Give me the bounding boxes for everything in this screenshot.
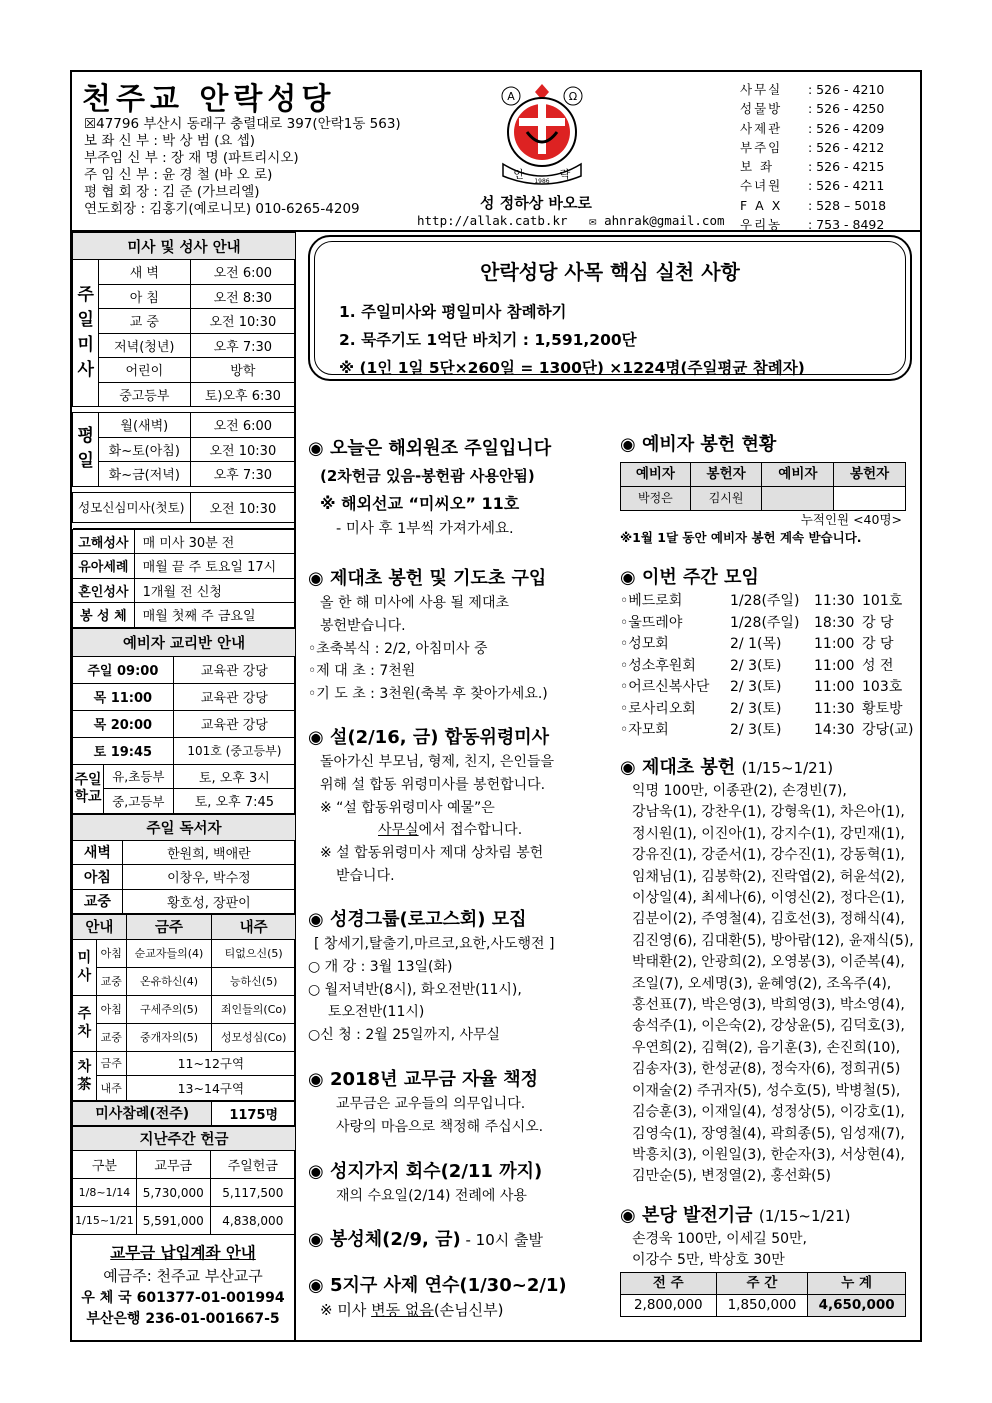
notice-line: 받습니다.: [336, 867, 395, 884]
offering-dues: 5,591,000: [136, 1207, 210, 1235]
notice-heading: ◉ 설(2/16, 금) 합동위령미사: [308, 727, 550, 748]
email-link[interactable]: ✉ ahnrak@gmail.com: [589, 213, 725, 228]
meeting-name: ◦성소후원회: [620, 657, 696, 674]
phone-label: F A X: [740, 197, 783, 213]
phone-number: : 526 - 4212: [808, 139, 885, 155]
sacrament-desc: 매월 첫째 주 금요일: [134, 603, 295, 628]
sunday-school-text: 주일학교: [74, 771, 102, 805]
meeting-place: 성 전: [862, 657, 894, 674]
mass-time: 오전 8:30: [190, 284, 295, 309]
heart-mass-time: 오전 10:30: [190, 492, 295, 522]
readers-title: 주일 독서자: [73, 814, 296, 840]
phone-row: [740, 138, 886, 157]
class-day: 목 20:00: [73, 710, 174, 737]
phone-row: [740, 157, 886, 176]
guide-this: 온유하신(4): [126, 967, 212, 995]
guide-slot: 교중: [96, 967, 126, 995]
meeting-row: [620, 699, 914, 721]
offering-sunday: 4,838,000: [210, 1207, 295, 1235]
reader-names: 이창우, 박수정: [122, 865, 295, 890]
phone-label: 사제관: [740, 120, 783, 136]
mass-name: 저녁(청년): [98, 333, 190, 358]
guide-header: 금주: [126, 915, 212, 940]
meeting-name: ◦성모회: [620, 636, 669, 652]
offering-title: 지난주간 헌금: [73, 1127, 296, 1151]
tea-text: 차茶: [77, 1058, 92, 1093]
notice-line: ◦기 도 초 : 3천원(축복 후 찾아가세요.): [308, 686, 548, 703]
guide-mass-text: 미사: [77, 950, 92, 984]
notice-line: 위해 설 합동 위령미사를 봉헌합니다.: [320, 776, 546, 793]
phone-label: 우리농: [740, 217, 783, 233]
communion-time: - 10시 출발: [460, 1231, 543, 1249]
phone-number: : 526 - 4210: [808, 82, 885, 97]
mass-time: 오후 7:30: [190, 333, 295, 358]
sponsor-table: [620, 462, 906, 511]
account-title: 교무금 납입계좌 안내: [110, 1244, 256, 1262]
notice-line: [ 창세기,탈출기,마르코,요한,사도행전 ]: [314, 936, 555, 952]
fund-heading: [620, 1203, 906, 1229]
communion-heading: ◉ 봉성체(2/9, 금): [308, 1229, 461, 1250]
offering-header: 교무금: [136, 1151, 210, 1179]
meeting-place: 강 당: [862, 636, 894, 652]
fund-col: 누 계: [808, 1273, 906, 1295]
meetings-section: [620, 565, 914, 742]
sacrament-name: 고해성사: [73, 529, 135, 554]
phone-row: [740, 80, 886, 99]
donor-line: 이상일(4), 최세나(6), 이영신(2), 정다은(1),: [632, 890, 905, 907]
donor-line: 김승훈(3), 이재일(4), 성정상(5), 이강호(1),: [632, 1104, 905, 1121]
meeting-time: 11:30: [814, 700, 855, 717]
guide-next: 능하신(5): [212, 967, 296, 995]
phone-row: [740, 176, 886, 195]
donor-line: 김송자(3), 한성균(8), 정숙자(6), 정희귀(5): [632, 1061, 901, 1078]
meeting-row: [620, 591, 914, 613]
mass-time: 방학: [190, 358, 295, 383]
meeting-name: ◦울뜨레야: [620, 614, 683, 631]
class-place: 101호 (중고등부): [173, 737, 295, 764]
notice-line: [308, 819, 554, 842]
guide-this: 순교자들의(4): [126, 939, 212, 967]
donor-line: 임채님(1), 김봉학(2), 진락엽(2), 허윤석(2),: [632, 868, 905, 885]
meeting-time: 11:30: [814, 593, 855, 609]
sponsor-cell: [762, 486, 834, 510]
notice-line: 토오전반(11시): [328, 1004, 425, 1021]
donor-line: 홍선표(7), 박은영(3), 박희영(3), 박소영(4),: [632, 997, 905, 1014]
meeting-time: 18:30: [814, 614, 855, 631]
logo-omega: Ω: [568, 90, 578, 103]
candle-donors-section: [620, 755, 914, 1188]
reader-names: 황호성, 장판이: [122, 889, 295, 914]
meeting-place: 황토방: [862, 700, 903, 717]
mass-name: 어린이: [98, 358, 190, 383]
mass-name: 월(새벽): [98, 413, 190, 438]
sponsor-col: 봉헌자: [834, 463, 906, 487]
phone-label: 사무실: [740, 82, 783, 97]
sponsor-section: [620, 432, 906, 547]
phone-row: [740, 196, 886, 215]
guide-slot: 교중: [96, 1023, 126, 1051]
staff-line: 평 협 회 장 : 김 준 (가브리엘): [84, 184, 260, 200]
donor-line: 김영숙(1), 장영철(4), 곽희종(5), 임성재(7),: [632, 1125, 905, 1142]
readers-table: [72, 814, 296, 915]
key-practice-inner: [314, 241, 906, 375]
phone-number: : 526 - 4211: [808, 178, 885, 194]
notice-line: [308, 797, 554, 820]
key-practice-line: ※ (1인 1일 5단×260일 = 1300단) ×1224명(주일평균 참례자): [339, 359, 805, 377]
notice-line: 교무금은 교우들의 의무입니다.: [336, 1096, 526, 1112]
phone-number: : 753 - 8492: [808, 217, 885, 233]
fund-value: 1,850,000: [716, 1295, 808, 1317]
meeting-place: 강당(교): [862, 722, 914, 738]
memorial-offering-text: ※ “설 합동위령미사 예물”은: [320, 799, 495, 816]
mass-time: 오전 10:30: [190, 437, 295, 462]
reader-mass: 아침: [73, 865, 123, 890]
offering-period: 1/8~1/14: [73, 1179, 137, 1207]
tea-slot: 금주: [96, 1051, 126, 1076]
phone-row: [740, 99, 886, 118]
website-link[interactable]: http://allak.catb.kr: [417, 213, 568, 228]
guide-header: 내주: [212, 915, 296, 940]
notice-line: 올 한 해 미사에 사용 될 제대초: [320, 595, 509, 611]
guide-slot: 아침: [96, 995, 126, 1023]
logo-text-left: 안: [513, 168, 525, 181]
weekday-mass-label: [73, 413, 99, 487]
guide-slot: 아침: [96, 939, 126, 967]
fund-heading-text: ◉ 본당 발전기금: [620, 1205, 753, 1226]
mass-name: 화~토(아침): [98, 437, 190, 462]
account-line: 우 체 국 601377-01-001994: [81, 1290, 285, 1306]
phone-row: [740, 215, 886, 234]
logo-year: 1986: [534, 178, 550, 185]
notice-line: ◦초축복식 : 2/2, 아침미사 중: [308, 640, 488, 657]
header: [72, 72, 920, 232]
notice-communion: [308, 1227, 543, 1253]
bulletin-page: [70, 70, 922, 1342]
notice-line: ○ 월저녁반(8시), 화오전반(11시),: [308, 981, 522, 998]
contact-links: [417, 213, 725, 228]
retreat-prefix: ※ 미사: [320, 1301, 372, 1319]
notice-line: - 미사 후 1부씩 가져가세요.: [336, 521, 514, 537]
guide-next: 성모성심(Co): [212, 1023, 296, 1051]
meeting-date: 2/ 3(토): [730, 657, 782, 674]
fund-total: 4,650,000: [808, 1295, 906, 1317]
sunday-mass-label: [73, 260, 99, 407]
donor-line: 김만순(5), 변정열(2), 홍선화(5): [632, 1168, 832, 1185]
notice-heading: ◉ 성경그룹(로고스회) 모집: [308, 909, 527, 930]
meeting-time: 14:30: [814, 722, 855, 738]
phone-row: [740, 119, 886, 138]
reader-mass: 교중: [73, 889, 123, 914]
sacrament-desc: 매월 끝 주 토요일 17시: [134, 554, 295, 579]
meeting-date: 2/ 3(토): [730, 722, 782, 738]
logo-text-right: 락: [559, 168, 571, 181]
meeting-place: 101호: [862, 593, 903, 609]
offering-header: 구분: [73, 1151, 137, 1179]
notice-heading: [308, 1227, 543, 1253]
donor-line: 정시원(1), 이진아(1), 강지수(1), 강민재(1),: [632, 825, 905, 842]
staff-line: 주 임 신 부 : 윤 경 철 (바 오 로): [84, 167, 273, 183]
notice-line-tail: 에서 접수합니다.: [418, 822, 523, 839]
fund-line: 이강수 5만, 박상호 30만: [632, 1252, 785, 1268]
notice-heading: ◉ 오늘은 해외원조 주일입니다: [308, 438, 552, 459]
account-line: 부산은행 236-01-001667-5: [86, 1311, 280, 1327]
offering-table: [72, 1126, 296, 1235]
donor-line: 이재술(2) 주귀자(5), 성수호(5), 박병철(5),: [632, 1082, 901, 1099]
tea-slot: 내주: [96, 1076, 126, 1101]
class-place: 교육관 강당: [173, 710, 295, 737]
fund-col: 전 주: [621, 1273, 717, 1295]
office-link: 사무실: [378, 822, 419, 839]
meeting-name: ◦자모회: [620, 722, 669, 738]
tea-label: [73, 1051, 97, 1100]
sponsor-cell: [834, 486, 906, 510]
candle-period: (1/15~1/21): [741, 759, 834, 777]
notice-line: ※ 해외선교 “미씨오” 11호: [320, 494, 520, 513]
mass-name: 중고등부: [98, 382, 190, 407]
candle-heading-text: ◉ 제대초 봉헌: [620, 757, 736, 778]
phone-number: : 526 - 4215: [808, 159, 885, 175]
guide-mass-label: [73, 939, 97, 995]
sacrament-name: 유아세례: [73, 554, 135, 579]
donor-line: 김진영(6), 김대환(5), 방아람(12), 윤재식(5),: [632, 932, 914, 949]
school-time: 토, 오후 3시: [173, 764, 295, 789]
notice-candles: [308, 566, 548, 706]
offering-dues: 5,730,000: [136, 1179, 210, 1207]
mass-time: 오전 10:30: [190, 309, 295, 334]
mass-name: 새 벽: [98, 260, 190, 285]
fund-col: 주 간: [716, 1273, 808, 1295]
donor-line: 송석주(1), 이은숙(2), 강상윤(5), 김덕호(3),: [632, 1018, 905, 1035]
notice-line: ○ 개 강 : 3월 13일(화): [308, 958, 453, 975]
class-place: 교육관 강당: [173, 656, 295, 683]
phone-label: 성물방: [740, 101, 783, 117]
sunday-label-text: 주일미사: [77, 285, 94, 380]
sponsor-heading: ◉ 예비자 봉헌 현황: [620, 434, 777, 455]
guide-this: 중개자의(5): [126, 1023, 212, 1051]
notice-dues: [308, 1067, 543, 1139]
notice-line: (2차헌금 있음-봉헌괌 사용안됨): [320, 467, 535, 485]
guide-next: 죄인들의(Co): [212, 995, 296, 1023]
phone-number: : 526 - 4250: [808, 101, 885, 117]
meeting-date: 1/28(주일): [730, 593, 800, 609]
meeting-date: 2/ 3(토): [730, 700, 782, 717]
sponsor-col: 봉헌자: [690, 463, 762, 487]
class-day: 주일 09:00: [73, 656, 174, 683]
notice-retreat: [308, 1273, 567, 1322]
meeting-name: ◦베드로회: [620, 593, 683, 609]
attendance-table: [72, 1101, 296, 1127]
notice-memorial-mass: [308, 725, 554, 888]
offering-sunday: 5,117,500: [210, 1179, 295, 1207]
notice-heading: ◉ 2018년 교무금 자율 책정: [308, 1069, 538, 1090]
school-time: 토, 오후 7:45: [173, 789, 295, 814]
sponsor-cell: 김시원: [690, 486, 762, 510]
staff-line: 보 좌 신 부 : 박 상 범 (요 셉): [84, 133, 256, 149]
weekday-label-text: 평일: [77, 426, 94, 472]
notice-overseas: [308, 436, 551, 541]
left-sidebar: [72, 232, 296, 1342]
sponsor-col: 예비자: [762, 463, 834, 487]
retreat-change: 변동 없음: [371, 1301, 434, 1319]
meeting-row: [620, 634, 914, 656]
meeting-time: 11:00: [814, 636, 855, 652]
mass-time: 오전 6:00: [190, 413, 295, 438]
meeting-time: 11:00: [814, 657, 855, 674]
key-practice-line: 1. 주일미사와 평일미사 참례하기: [339, 303, 567, 321]
donor-line: 박태환(2), 안광희(2), 오영봉(3), 이준복(4),: [632, 954, 905, 971]
meeting-place: 강 당: [862, 614, 894, 631]
school-grade: 유,초등부: [104, 764, 174, 789]
donor-line: 박흥치(3), 이원일(3), 한순자(3), 서상현(4),: [632, 1146, 905, 1163]
notice-line: 재의 수요일(2/14) 전례에 사용: [336, 1188, 527, 1204]
attendance-label: 미사참례(전주): [73, 1101, 212, 1126]
mass-time: 토)오후 6:30: [190, 382, 295, 407]
sacrament-name: 봉 성 체: [73, 603, 135, 628]
meeting-name: ◦로사리오회: [620, 700, 696, 717]
meeting-row: [620, 720, 914, 742]
donor-line: 강남욱(1), 강찬우(1), 강형욱(1), 차은아(1),: [632, 804, 905, 821]
sponsor-cell: 박정은: [621, 486, 691, 510]
guide-header: 안내: [73, 915, 127, 940]
notice-bible-group: [308, 907, 554, 1047]
mass-schedule-table: [72, 232, 296, 529]
staff-line: 부주임 신 부 : 장 재 명 (파트리시오): [84, 150, 299, 166]
offering-period: 1/15~1/21: [73, 1207, 137, 1235]
attendance-value: 1175명: [212, 1101, 296, 1126]
offering-header: 주일헌금: [210, 1151, 295, 1179]
phone-label: 보 좌: [740, 159, 775, 175]
tea-area: 13~14구역: [126, 1076, 295, 1101]
mass-name: 아 침: [98, 284, 190, 309]
notice-line: ◦제 대 초 : 7천원: [308, 663, 416, 680]
account-box: [72, 1235, 294, 1330]
donor-line: 조일(7), 오세명(3), 윤혜영(2), 조옥주(4),: [632, 975, 892, 992]
donor-line: 강유진(1), 강준서(1), 강수진(1), 강동혁(1),: [632, 847, 905, 864]
guide-this: 구세주의(5): [126, 995, 212, 1023]
sunday-school-label: [73, 764, 104, 813]
meeting-place: 103호: [862, 679, 903, 695]
patron-saint: 성 정하상 바오로: [480, 194, 592, 212]
sponsor-note: ※1월 1달 동안 예비자 봉헌 계속 받습니다.: [620, 529, 862, 545]
meeting-date: 2/ 3(토): [730, 679, 782, 695]
phone-directory: [740, 80, 886, 234]
meeting-row: [620, 613, 914, 635]
notice-line: ○신 청 : 2월 25일까지, 사무실: [308, 1027, 501, 1044]
school-grade: 중,고등부: [104, 789, 174, 814]
key-practice-line: 2. 묵주기도 1억단 바치기 : 1,591,200단: [339, 331, 637, 349]
guide-table: [72, 914, 296, 1101]
staff-line: 연도회장 : 김홍기(예로니모) 010-6265-4209: [84, 201, 360, 217]
fund-line: 손경욱 100만, 이세길 50만,: [632, 1231, 807, 1247]
sponsor-total: 누적인원 <40명>: [800, 511, 902, 527]
parish-title: 천주교 안락성당: [82, 82, 336, 117]
meeting-row: [620, 656, 914, 678]
notice-heading: ◉ 제대초 봉헌 및 기도초 구입: [308, 568, 547, 589]
sacrament-desc: 매 미사 30분 전: [134, 529, 295, 554]
sacrament-desc: 1개월 전 신청: [134, 578, 295, 603]
class-day: 목 11:00: [73, 683, 174, 710]
notice-palm: [308, 1159, 542, 1208]
guide-park-text: 주차: [77, 1006, 92, 1040]
donor-line: 익명 100만, 이종관(2), 손경빈(7),: [632, 783, 847, 799]
address: ☒47796 부산시 동래구 충렬대로 397(안락1동 563): [84, 116, 401, 132]
meeting-time: 11:00: [814, 679, 855, 695]
meetings-heading: ◉ 이번 주간 모임: [620, 567, 759, 588]
class-day: 토 19:45: [73, 737, 174, 764]
reader-mass: 새벽: [73, 840, 123, 865]
notice-line: 돌아가신 부모님, 형제, 친지, 은인들을: [320, 754, 555, 770]
fund-period: (1/15~1/21): [758, 1207, 851, 1225]
fund-table: [620, 1272, 906, 1317]
candle-heading: [620, 755, 914, 781]
phone-label: 부주임: [740, 139, 783, 155]
guide-park-label: [73, 995, 97, 1051]
notice-line: 봉헌받습니다.: [320, 617, 406, 634]
mass-schedule-title: 미사 및 성사 안내: [73, 233, 296, 260]
key-practice-box: [308, 235, 912, 381]
tea-area: 11~12구역: [126, 1051, 295, 1076]
meeting-date: 1/28(주일): [730, 614, 800, 631]
parish-logo: [497, 80, 587, 190]
guide-next: 티없으신(5): [212, 939, 296, 967]
phone-label: 수녀원: [740, 178, 783, 194]
key-practice-title: 안락성당 사목 핵심 실천 사항: [480, 260, 740, 284]
class-place: 교육관 강당: [173, 683, 295, 710]
sacraments-table: [72, 529, 296, 628]
notice-heading: ◉ 5지구 사제 연수(1/30~2/1): [308, 1275, 567, 1296]
mass-time: 오후 7:30: [190, 462, 295, 487]
spacer: [73, 522, 296, 528]
meeting-row: [620, 677, 914, 699]
notice-line: 사랑의 마음으로 책정해 주십시오.: [336, 1118, 544, 1135]
mass-name: 화~금(저녁): [98, 462, 190, 487]
notice-heading: ◉ 성지가지 회수(2/11 까지): [308, 1161, 543, 1182]
notice-line: ※ 설 합동위령미사 제대 상차림 봉헌: [320, 845, 544, 862]
catechumen-title: 예비자 교리반 안내: [73, 628, 296, 656]
retreat-suffix: (손님신부): [433, 1301, 504, 1319]
mass-name: 교 중: [98, 309, 190, 334]
mass-time: 오전 6:00: [190, 260, 295, 285]
reader-names: 한원희, 백애란: [122, 840, 295, 865]
sponsor-col: 예비자: [621, 463, 691, 487]
fund-value: 2,800,000: [621, 1295, 717, 1317]
donor-line: 우연희(2), 김혁(2), 음기훈(3), 손진희(10),: [632, 1039, 901, 1056]
phone-number: : 528 – 5018: [808, 197, 887, 213]
logo-alpha: A: [507, 90, 515, 103]
phone-number: : 526 - 4209: [808, 120, 885, 136]
meeting-name: ◦어르신복사단: [620, 679, 710, 695]
sacrament-name: 혼인성사: [73, 578, 135, 603]
development-fund-section: [620, 1203, 906, 1317]
catechumen-table: [72, 628, 296, 814]
heart-mass-name: 성모신심미사(첫토): [73, 492, 191, 522]
notice-line: [308, 1299, 567, 1322]
donor-line: 김분이(2), 주영철(4), 김호선(3), 정해식(4),: [632, 911, 905, 928]
meeting-date: 2/ 1(목): [730, 636, 782, 652]
account-line: 예금주: 천주교 부산교구: [103, 1267, 263, 1285]
